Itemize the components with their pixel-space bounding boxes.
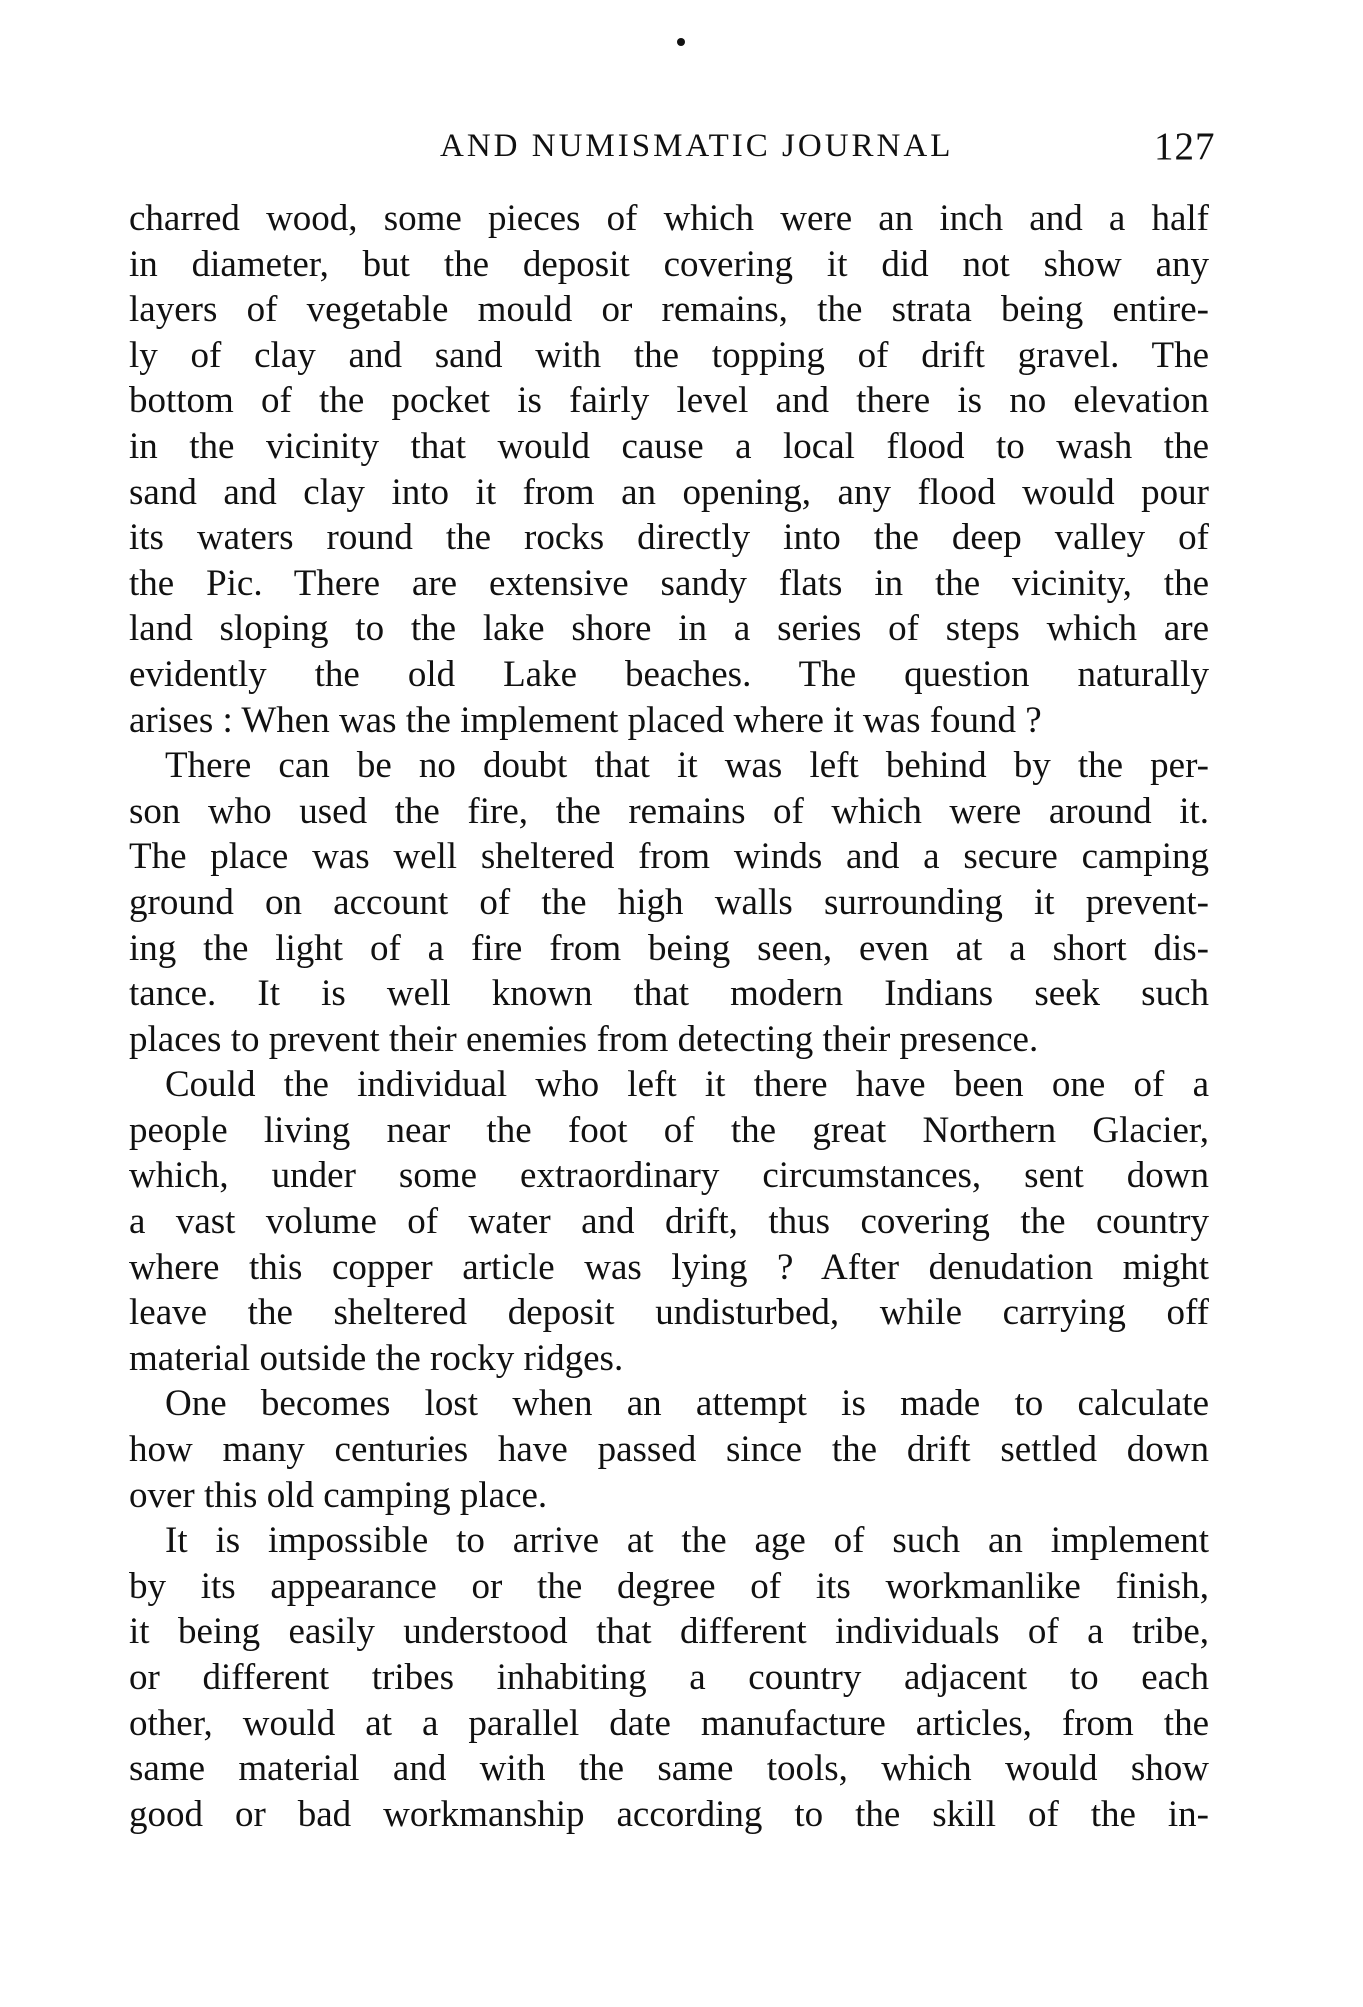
text-line: over this old camping place. [129, 1474, 548, 1516]
text-line: in the vicinity that would cause a local flood to wash the [129, 425, 1209, 467]
text-line: layers of vegetable mould or remains, the strata being entire- [129, 289, 1209, 331]
text-line: ing the light of a fire from being seen, even at a short dis- [129, 927, 1209, 969]
text-line: There can be no doubt that it was left behind by the per- [165, 745, 1209, 787]
text-line: a vast volume of water and drift, thus covering the country [129, 1201, 1209, 1243]
text-line: places to prevent their enemies from detecting their presence. [129, 1018, 1039, 1060]
running-head: AND NUMISMATIC JOURNAL [440, 128, 954, 164]
text-line: material outside the rocky ridges. [129, 1337, 624, 1379]
text-line: in diameter, but the deposit covering it did not show any [129, 243, 1209, 285]
text-line: One becomes lost when an attempt is made to calculate [165, 1383, 1209, 1425]
text-line: its waters round the rocks directly into the deep valley of [129, 517, 1209, 559]
text-line: sand and clay into it from an opening, any flood would pour [129, 471, 1209, 513]
text-line: arises : When was the implement placed where it was found ? [129, 699, 1042, 741]
text-line: evidently the old Lake beaches. The question naturally [129, 653, 1209, 695]
text-line: bottom of the pocket is fairly level and there is no elevation [129, 380, 1209, 422]
text-line: it being easily understood that different individuals of a tribe, [129, 1611, 1209, 1653]
text-line: where this copper article was lying ? After denudation might [129, 1246, 1209, 1288]
text-line: by its appearance or the degree of its workmanlike finish, [129, 1565, 1209, 1607]
text-line: It is impossible to arrive at the age of such an implement [165, 1520, 1209, 1562]
page-number: 127 [1154, 125, 1216, 168]
text-line: the Pic. There are extensive sandy flats in the vicinity, the [129, 562, 1209, 604]
print-speck [677, 38, 685, 46]
text-line: leave the sheltered deposit undisturbed, while carrying off [129, 1292, 1209, 1334]
text-line: ground on account of the high walls surrounding it prevent- [129, 881, 1209, 923]
text-line: good or bad workmanship according to the skill of the in- [129, 1793, 1209, 1835]
text-line: Could the individual who left it there have been one of a [165, 1064, 1209, 1106]
text-line: ly of clay and sand with the topping of drift gravel. The [129, 334, 1209, 376]
text-line: land sloping to the lake shore in a series of steps which are [129, 608, 1209, 650]
text-line: same material and with the same tools, which would show [129, 1748, 1209, 1790]
text-line: people living near the foot of the great Northern Glacier, [129, 1109, 1209, 1151]
text-line: other, would at a parallel date manufacture articles, from the [129, 1702, 1209, 1744]
text-line: charred wood, some pieces of which were an inch and a half [129, 198, 1209, 239]
text-line: son who used the fire, the remains of which were around it. [129, 790, 1209, 832]
text-line: tance. It is well known that modern Indians seek such [129, 973, 1209, 1015]
body-text [129, 196, 1209, 1837]
text-line: how many centuries have passed since the drift settled down [129, 1429, 1209, 1471]
text-line: which, under some extraordinary circumstances, sent down [129, 1155, 1209, 1197]
text-line: or different tribes inhabiting a country adjacent to each [129, 1657, 1209, 1698]
text-line: The place was well sheltered from winds and a secure camping [129, 836, 1209, 878]
